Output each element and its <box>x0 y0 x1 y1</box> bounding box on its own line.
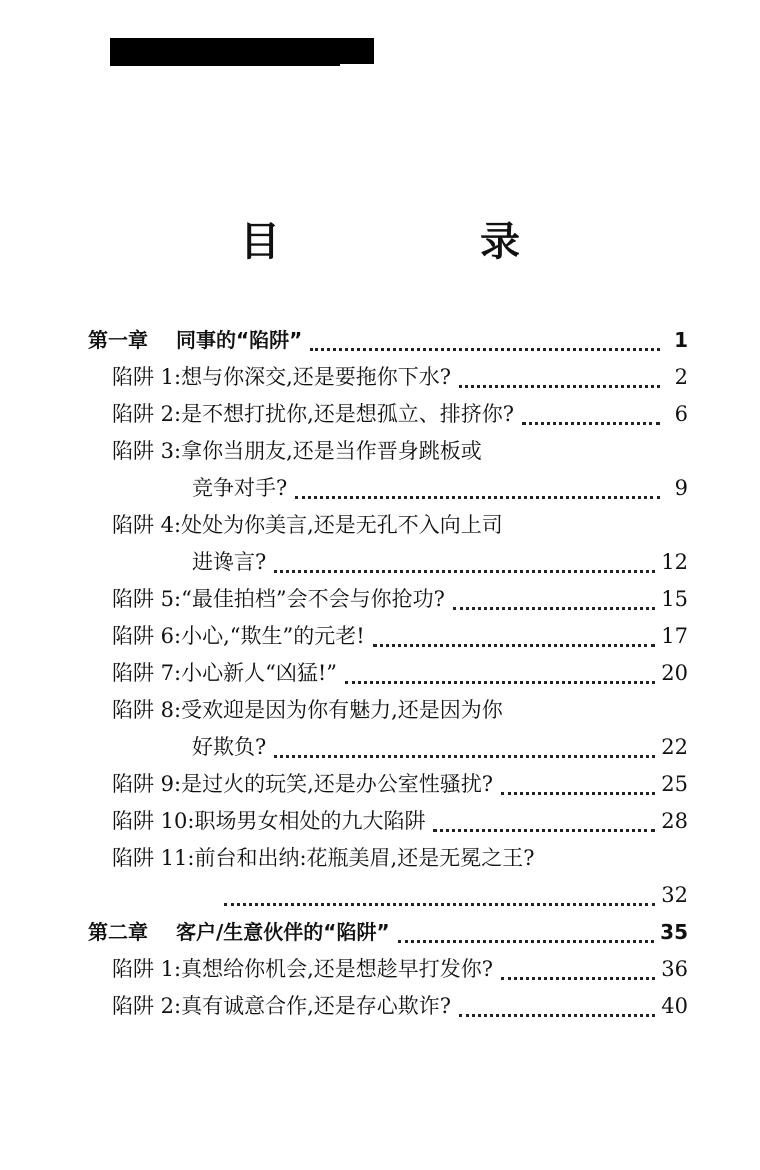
entry-text: 陷阱 10:职场男女相处的九大陷阱 <box>112 809 426 833</box>
leader-dots <box>522 422 660 425</box>
redacted-header <box>110 38 374 64</box>
entry-text: 陷阱 3:拿你当朋友,还是当作晋身跳板或 <box>112 439 482 463</box>
toc-entry[interactable] <box>88 396 688 433</box>
toc-entry-continuation[interactable] <box>88 544 688 581</box>
toc-entry[interactable] <box>88 507 688 544</box>
entry-text: 陷阱 8:受欢迎是因为你有魅力,还是因为你 <box>112 698 503 722</box>
leader-dots <box>295 496 660 499</box>
leader-dots <box>274 755 655 758</box>
page-number: 20 <box>661 661 688 685</box>
entry-text: 陷阱 5:“最佳拍档”会不会与你抢功? <box>112 587 445 611</box>
chapter-label: 第一章 <box>88 328 148 352</box>
page-number: 6 <box>674 402 688 426</box>
page-number: 17 <box>661 624 688 648</box>
page-title: 目 录 <box>240 219 600 265</box>
entry-text-cont: 好欺负? <box>192 735 267 759</box>
leader-dots <box>459 1014 655 1017</box>
table-of-contents <box>88 322 688 1025</box>
page-number: 40 <box>661 994 688 1018</box>
entry-text: 陷阱 6:小心,“欺生”的元老! <box>112 624 365 648</box>
entry-text: 陷阱 9:是过火的玩笑,还是办公室性骚扰? <box>112 772 494 796</box>
entry-text: 陷阱 4:处处为你美言,还是无孔不入向上司 <box>112 513 503 537</box>
chapter-name: 客户/生意伙伴的“陷阱” <box>176 920 390 944</box>
toc-entry[interactable] <box>88 840 688 877</box>
toc-entry[interactable] <box>88 766 688 803</box>
leader-dots <box>433 829 655 832</box>
page-number: 9 <box>674 476 688 500</box>
entry-text: 陷阱 2:是不想打扰你,还是想孤立、排挤你? <box>112 402 515 426</box>
toc-entry-continuation[interactable] <box>88 729 688 766</box>
toc-entry[interactable] <box>88 692 688 729</box>
page-number: 32 <box>661 883 688 907</box>
leader-dots <box>459 385 660 388</box>
page-number: 22 <box>661 735 688 759</box>
toc-entry[interactable] <box>88 988 688 1025</box>
entry-text: 陷阱 1:想与你深交,还是要拖你下水? <box>112 365 452 389</box>
entry-text: 陷阱 2:真有诚意合作,还是存心欺诈? <box>112 994 452 1018</box>
leader-dots <box>501 977 655 980</box>
page-number: 36 <box>661 957 688 981</box>
leader-dots <box>224 903 655 906</box>
toc-entry[interactable] <box>88 359 688 396</box>
page-number: 1 <box>674 328 688 352</box>
toc-entry[interactable] <box>88 803 688 840</box>
page-number: 15 <box>661 587 688 611</box>
page-number: 25 <box>661 772 688 796</box>
leader-dots <box>398 940 655 943</box>
chapter-row[interactable] <box>88 322 688 359</box>
entry-text-cont: 竞争对手? <box>192 476 288 500</box>
chapter-row[interactable] <box>88 914 688 951</box>
page-number: 35 <box>660 920 688 944</box>
toc-entry[interactable] <box>88 951 688 988</box>
leader-dots <box>274 570 655 573</box>
toc-entry[interactable] <box>88 581 688 618</box>
toc-entry-continuation[interactable] <box>88 877 688 914</box>
toc-entry[interactable] <box>88 433 688 470</box>
leader-dots <box>345 681 655 684</box>
leader-dots <box>373 644 656 647</box>
leader-dots <box>453 607 655 610</box>
chapter-label: 第二章 <box>88 920 148 944</box>
toc-entry[interactable] <box>88 618 688 655</box>
entry-text: 陷阱 11:前台和出纳:花瓶美眉,还是无冕之王? <box>112 846 535 870</box>
page-number: 12 <box>661 550 688 574</box>
entry-text: 陷阱 1:真想给你机会,还是想趁早打发你? <box>112 957 494 981</box>
toc-entry[interactable] <box>88 655 688 692</box>
page-number: 2 <box>674 365 688 389</box>
toc-entry-continuation[interactable] <box>88 470 688 507</box>
page-number: 28 <box>661 809 688 833</box>
entry-text: 陷阱 7:小心新人“凶猛!” <box>112 661 338 685</box>
leader-dots <box>310 348 660 351</box>
chapter-name: 同事的“陷阱” <box>176 328 303 352</box>
entry-text-cont: 进谗言? <box>192 550 267 574</box>
leader-dots <box>501 792 655 795</box>
